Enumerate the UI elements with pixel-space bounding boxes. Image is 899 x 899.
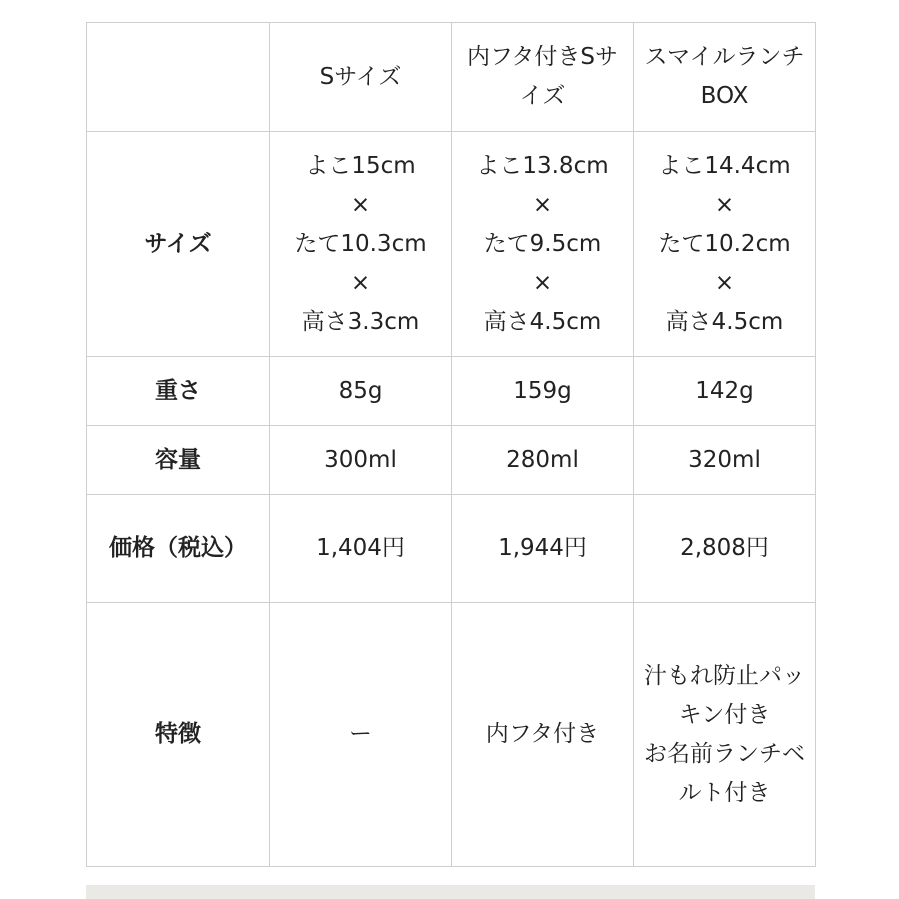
- size-line: たて10.3cm: [294, 230, 427, 257]
- size-line: ×: [714, 191, 735, 218]
- features-cell-s-size-inner-lid: [452, 603, 634, 867]
- corner-cell: [87, 23, 270, 132]
- size-line: ×: [350, 191, 371, 218]
- features-cell-s-size: [270, 603, 452, 867]
- column-header-s-size: Sサイズ: [270, 23, 452, 132]
- size-line: 高さ4.5cm: [665, 308, 784, 335]
- column-header-smile-lunch-box: スマイルランチBOX: [634, 23, 816, 132]
- capacity-row: [87, 426, 816, 495]
- size-line: ×: [532, 269, 553, 296]
- feature-line: 汁もれ防止パッキン付き: [644, 662, 805, 728]
- size-line: ×: [532, 191, 553, 218]
- column-header-s-size-inner-lid: 内フタ付きSサイズ: [452, 23, 634, 132]
- feature-line: ー: [349, 721, 372, 747]
- capacity-cell-smile-lunch-box: 320ml: [634, 426, 816, 495]
- size-cell-s-size-inner-lid: [452, 132, 634, 357]
- price-cell-smile-lunch-box: 2,808円: [634, 495, 816, 603]
- size-cell-smile-lunch-box: [634, 132, 816, 357]
- size-row: [87, 132, 816, 357]
- weight-row: [87, 357, 816, 426]
- bottom-bar: [86, 885, 815, 899]
- features-row: [87, 603, 816, 867]
- capacity-row-label: 容量: [87, 426, 270, 495]
- header-row: [87, 23, 816, 132]
- size-line: たて10.2cm: [658, 230, 791, 257]
- size-line: たて9.5cm: [483, 230, 602, 257]
- size-line: 高さ3.3cm: [301, 308, 420, 335]
- weight-cell-s-size-inner-lid: 159g: [452, 357, 634, 426]
- weight-cell-smile-lunch-box: 142g: [634, 357, 816, 426]
- price-row: [87, 495, 816, 603]
- size-line: よこ14.4cm: [658, 152, 791, 179]
- features-cell-smile-lunch-box: [634, 603, 816, 867]
- capacity-cell-s-size-inner-lid: 280ml: [452, 426, 634, 495]
- capacity-cell-s-size: 300ml: [270, 426, 452, 495]
- price-cell-s-size-inner-lid: 1,944円: [452, 495, 634, 603]
- size-row-label: サイズ: [87, 132, 270, 357]
- weight-row-label: 重さ: [87, 357, 270, 426]
- size-cell-s-size: [270, 132, 452, 357]
- price-row-label: 価格（税込）: [87, 495, 270, 603]
- feature-line: 内フタ付き: [485, 721, 600, 747]
- size-line: ×: [350, 269, 371, 296]
- weight-cell-s-size: 85g: [270, 357, 452, 426]
- size-line: よこ13.8cm: [476, 152, 609, 179]
- size-line: 高さ4.5cm: [483, 308, 602, 335]
- size-line: ×: [714, 269, 735, 296]
- size-line: よこ15cm: [305, 152, 416, 179]
- feature-line: お名前ランチベルト付き: [644, 740, 805, 806]
- comparison-table: [86, 22, 816, 867]
- price-cell-s-size: 1,404円: [270, 495, 452, 603]
- features-row-label: 特徴: [87, 603, 270, 867]
